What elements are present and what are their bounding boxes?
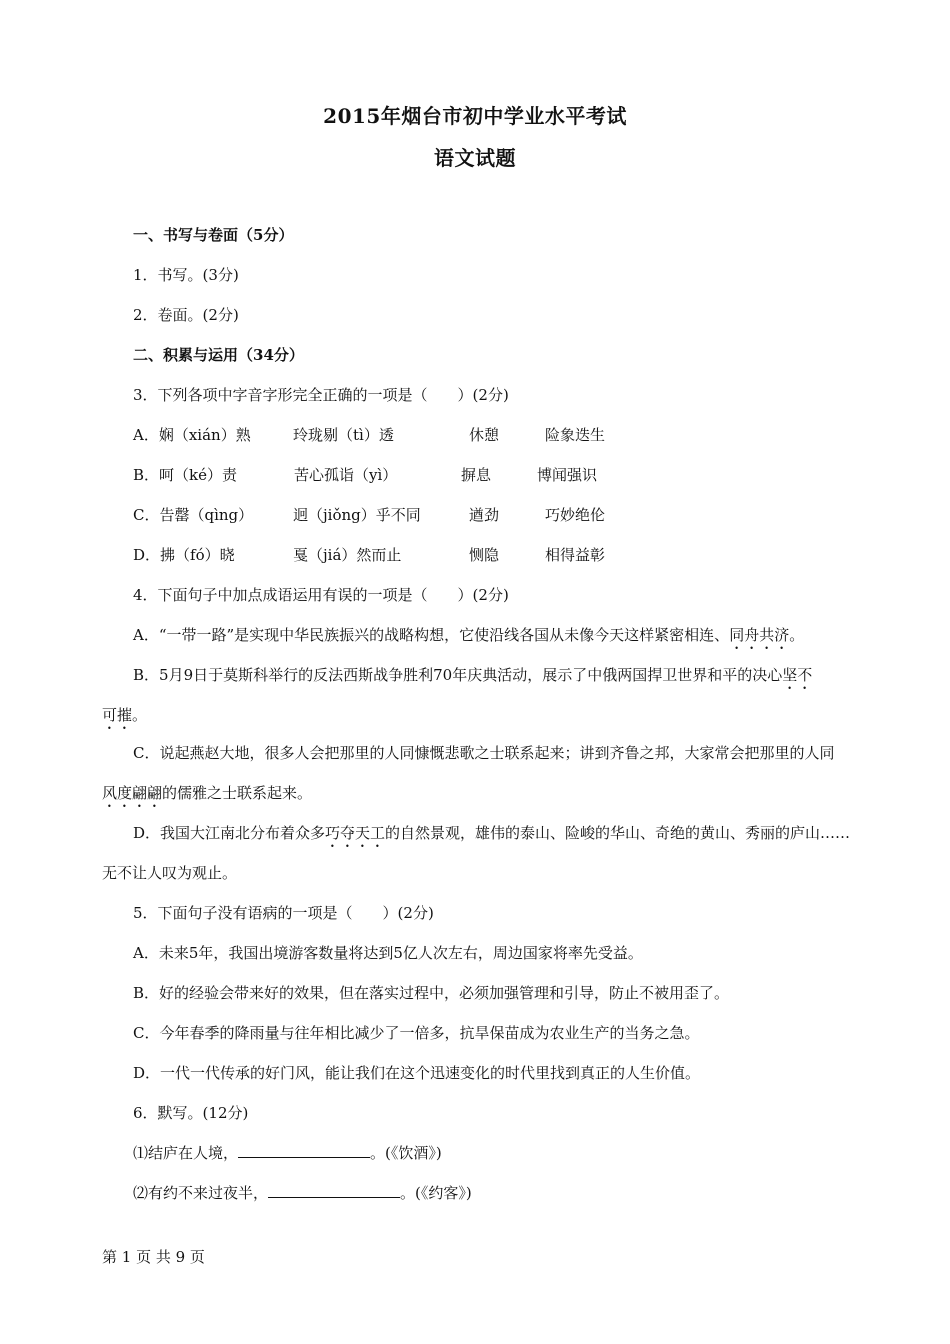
- q6-item-1: [133, 1142, 442, 1163]
- page-footer: 第 1 页 共 9 页: [102, 1248, 205, 1266]
- q4-option-d: [133, 822, 850, 851]
- q3-b-item: 摒息: [461, 466, 492, 484]
- q3-option-b: [133, 464, 597, 485]
- q4-option-d-cont: 无不让人叹为观止。: [102, 864, 238, 882]
- q4-c-end: 的儒雅之士联系起来。: [162, 784, 313, 802]
- q6-item-2-text: ⑵有约不来过夜半，: [133, 1184, 269, 1202]
- q5-option-a: A．未来5年，我国出境游客数量将达到5亿人次左右，周边国家将率先受益。: [133, 944, 643, 962]
- q6-item-2: [133, 1182, 472, 1203]
- q3-d-item: 戛（jiá）然而止: [293, 546, 402, 564]
- q4-option-c: C．说起燕赵大地，很多人会把那里的人同慷慨悲歌之士联系起来；讲到齐鲁之邦，大家常会把那里的人同: [133, 744, 835, 762]
- q3-d-item: 相得益彰: [545, 546, 606, 564]
- q3-b-item: 苦心孤诣（yì）: [294, 466, 398, 484]
- q3-option-c: [133, 504, 605, 525]
- q3-a-item: 玲珑剔（tì）透: [293, 426, 394, 444]
- q4-option-c-cont: [102, 782, 312, 811]
- q4-d-end: 的自然景观，雄伟的泰山、险峻的华山、奇绝的黄山、秀丽的庐山……: [385, 824, 851, 842]
- answer-blank[interactable]: [238, 1143, 370, 1158]
- question-6-stem: 6．默写。(12分): [133, 1104, 249, 1122]
- q3-option-d: [133, 544, 605, 565]
- q6-item-1-text: ⑴结庐在人境，: [133, 1144, 239, 1162]
- q3-d-item: D．拂（fó）晓: [133, 546, 235, 564]
- q3-c-item: 迥（jiǒng）乎不同: [293, 506, 421, 524]
- q5-option-d: D．一代一代传承的好门风，能让我们在这个迅速变化的时代里找到真正的人生价值。: [133, 1064, 701, 1082]
- q3-a-item: 险象迭生: [545, 426, 606, 444]
- question-2: 2．卷面。(2分): [133, 306, 239, 324]
- q4-d-text: D．我国大江南北分布着众多: [133, 824, 326, 842]
- q6-item-2-source: 。(《约客》): [400, 1184, 472, 1202]
- answer-blank[interactable]: [268, 1183, 400, 1198]
- question-4-stem: 4．下面句子中加点成语运用有误的一项是（ ）(2分): [133, 586, 509, 604]
- section-heading: 一、书写与卷面（5分）: [133, 226, 294, 244]
- exam-subtitle: 语文试题: [434, 146, 516, 170]
- q3-option-a: [133, 424, 605, 445]
- q3-d-item: 恻隐: [469, 546, 500, 564]
- question-1: 1．书写。(3分): [133, 266, 239, 284]
- section-heading: 二、积累与运用（34分）: [133, 346, 304, 364]
- question-3-stem: 3．下列各项中字音字形完全正确的一项是（ ）(2分): [133, 386, 509, 404]
- q4-b-end: 。: [132, 706, 148, 724]
- q3-c-item: 遒劲: [469, 506, 500, 524]
- q4-option-b: [133, 664, 812, 693]
- q3-c-item: 巧妙绝伦: [545, 506, 606, 524]
- q4-b-text: B．5月9日于莫斯科举行的反法西斯战争胜利70年庆典活动，展示了中俄两国捍卫世界和平的决心: [133, 666, 783, 684]
- question-5-stem: 5．下面句子没有语病的一项是（ ）(2分): [133, 904, 434, 922]
- q4-b-idiom-part1: 坚不: [782, 666, 813, 684]
- q4-option-b-cont: [102, 704, 147, 733]
- q3-b-item: 博闻强识: [537, 466, 598, 484]
- exam-title: 2015年烟台市初中学业水平考试: [323, 104, 627, 128]
- q4-a-end: 。: [789, 626, 805, 644]
- q5-option-b: B．好的经验会带来好的效果，但在落实过程中，必须加强管理和引导，防止不被用歪了。: [133, 984, 730, 1002]
- q4-a-idiom: 同舟共济: [729, 626, 790, 644]
- q4-a-text: A．“一带一路”是实现中华民族振兴的战略构想，它使沿线各国从未像今天这样紧密相连、: [133, 626, 730, 644]
- q5-option-c: C．今年春季的降雨量与往年相比减少了一倍多，抗旱保苗成为农业生产的当务之急。: [133, 1024, 700, 1042]
- q4-d-idiom: 巧夺天工: [325, 824, 386, 842]
- q3-b-item: B．呵（ké）责: [133, 466, 237, 484]
- q4-b-idiom-part2: 可摧: [102, 706, 133, 724]
- q4-option-a: [133, 624, 804, 653]
- q3-c-item: C．告罄（qìng）: [133, 506, 254, 524]
- q6-item-1-source: 。(《饮酒》): [370, 1144, 442, 1162]
- q3-a-item: 休憩: [469, 426, 500, 444]
- q4-c-idiom: 风度翩翩: [102, 784, 163, 802]
- q3-a-item: A．娴（xián）熟: [133, 426, 251, 444]
